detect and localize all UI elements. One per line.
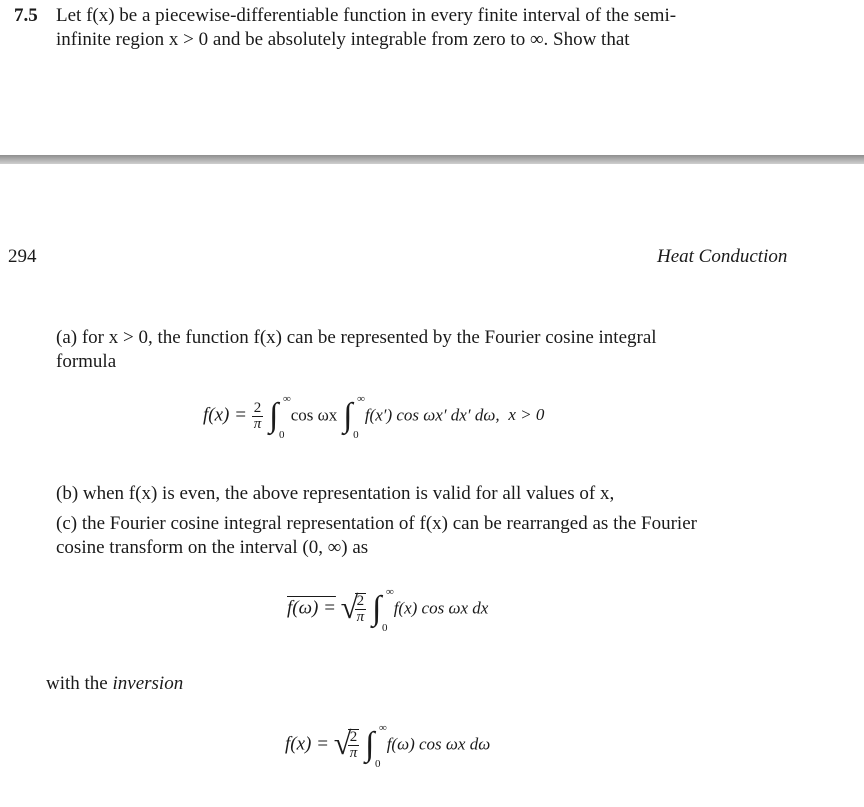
eq3-sqrt: √ $\frac{2}{\pi}$ (333, 725, 358, 761)
problem-block (14, 4, 38, 28)
eq1-mid: cos ωx (290, 405, 338, 425)
eq2-lhs: f(ω) = (287, 597, 336, 619)
eq1-lhs: f(x) = (203, 404, 247, 426)
part-c-line-1: (c) the Fourier cosine integral representation of f(x) can be rearranged as the Fourier (56, 513, 697, 534)
problem-line-2: infinite region x > 0 and be absolutely integrable from zero to ∞. Show that (56, 29, 630, 50)
running-head: Heat Conduction (657, 246, 788, 267)
part-a-line-2: formula (56, 351, 117, 372)
equation-fourier-cosine-integral (203, 393, 545, 441)
eq3-integral: ∫ ∞ 0 (364, 722, 387, 770)
part-c-line-2: cosine transform on the interval (0, ∞) as (56, 537, 369, 558)
eq2-integrand: f(x) cos ωx dx (393, 598, 489, 618)
inversion-word: inversion (112, 673, 184, 694)
eq1-fraction (252, 401, 264, 432)
inversion-text (46, 672, 183, 696)
part-b-line: (b) when f(x) is even, the above representation is valid for all values of x, (56, 483, 615, 504)
eq3-lhs: f(x) = (285, 733, 329, 755)
part-a-line-1: (a) for x > 0, the function f(x) can be represented by the Fourier cosine integral (56, 327, 657, 348)
eq2-sqrt: √ $\frac{2}{\pi}$ (340, 589, 365, 625)
eq2-integral: ∫ ∞ 0 (371, 586, 394, 634)
equation-cosine-transform (287, 586, 489, 634)
page-number: 294 (8, 246, 37, 267)
page-separator (0, 155, 864, 164)
eq1-integral-outer: ∫ ∞ 0 (268, 393, 291, 441)
problem-line-1: Let f(x) be a piecewise-differentiable function in every finite interval of the semi- (56, 5, 677, 26)
inversion-prefix: with the (46, 673, 108, 694)
eq1-frac-num: 2 (252, 401, 264, 417)
eq1-frac-den: π (253, 415, 262, 432)
eq3-integrand: f(ω) cos ωx dω (386, 734, 491, 754)
eq1-integrand: f(x′) cos ωx′ dx′ dω, (364, 405, 500, 425)
problem-number: 7.5 (14, 5, 38, 26)
eq1-condition: x > 0 (508, 405, 545, 425)
equation-inversion (285, 722, 491, 770)
eq1-integral-inner: ∫ ∞ 0 (343, 393, 365, 441)
